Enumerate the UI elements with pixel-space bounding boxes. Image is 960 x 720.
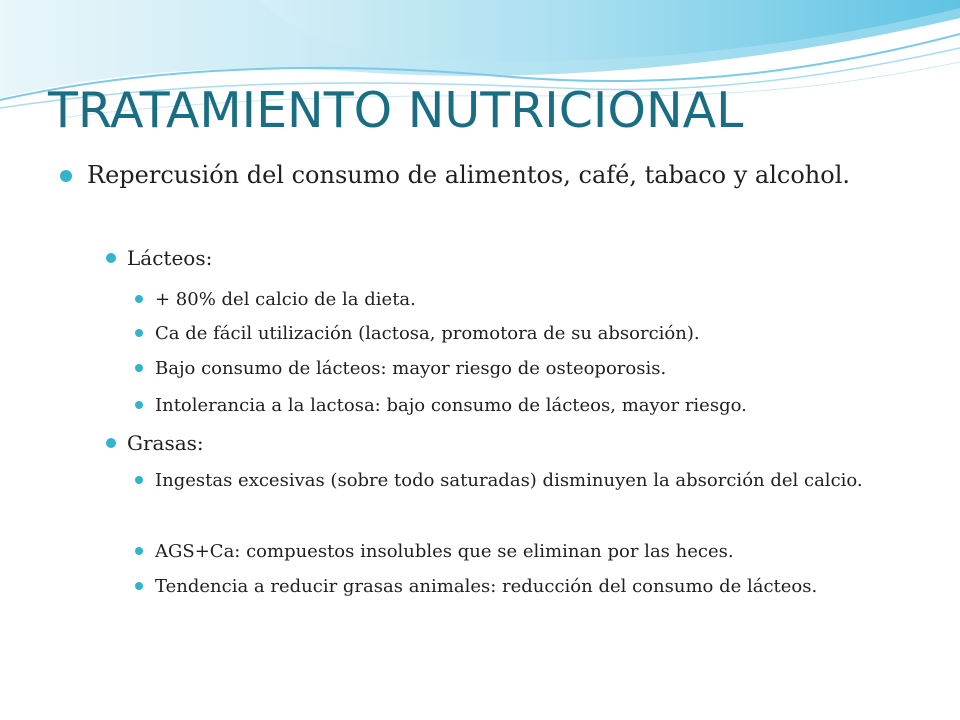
list-item-text: Tendencia a reducir grasas animales: reducción del consumo de lácteos. [155,576,818,597]
section-heading-lacteos [127,243,887,273]
list-item-text: Ca de fácil utilización (lactosa, promotora de su absorción). [155,323,700,344]
bullet-icon [135,329,143,337]
main-point [87,158,867,193]
section-heading-text: Lácteos: [127,246,213,270]
bullet-icon [60,170,72,182]
bullet-icon [135,295,143,303]
section-heading-text: Grasas: [127,431,204,455]
list-item-text: Bajo consumo de lácteos: mayor riesgo de osteoporosis. [155,358,667,379]
list-item-text: AGS+Ca: compuestos insolubles que se eliminan por las heces. [155,541,734,562]
bullet-icon [135,364,143,372]
list-item-text: Ingestas excesivas (sobre todo saturadas) disminuyen la absorción del calcio. [155,470,863,491]
list-item [155,467,895,494]
bullet-icon [135,547,143,555]
list-item [155,573,895,600]
list-item [155,286,895,313]
bullet-icon [106,438,116,448]
bullet-icon [106,253,116,263]
list-item [155,538,895,565]
list-item [155,355,895,382]
slide-title: TRATAMIENTO NUTRICIONAL [48,82,744,139]
section-heading-grasas [127,428,887,458]
main-point-text: Repercusión del consumo de alimentos, café, tabaco y alcohol. [87,161,851,189]
list-item-text: Intolerancia a la lactosa: bajo consumo de lácteos, mayor riesgo. [155,395,747,416]
bullet-icon [135,401,143,409]
bullet-icon [135,476,143,484]
list-item [155,392,895,419]
list-item [155,320,895,347]
bullet-icon [135,582,143,590]
list-item-text: + 80% del calcio de la dieta. [155,289,416,310]
